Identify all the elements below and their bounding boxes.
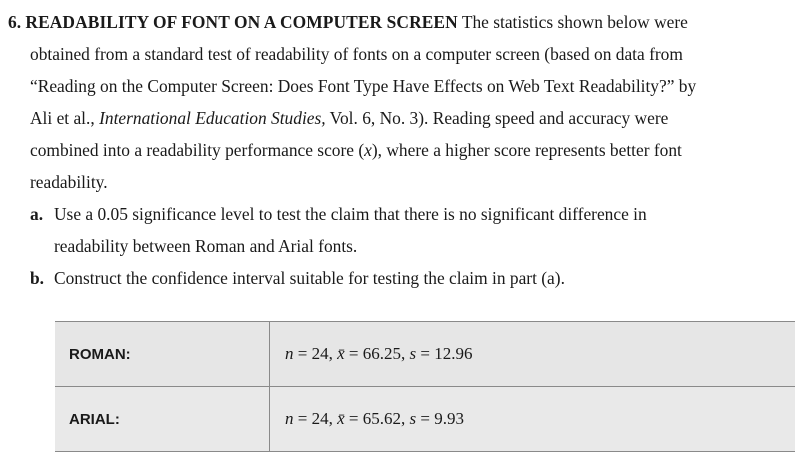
problem-intro-text: The statistics shown below were [461,12,688,32]
stats-roman: n = 24, x̄ = 66.25, s = 12.96 [285,344,473,363]
mean-symbol: x̄ [337,344,345,363]
part-a-line-1: Use a 0.05 significance level to test the claim that there is no significant difference in [54,204,647,224]
sd-value: 9.93 [434,409,464,428]
row-stats-arial [270,387,796,452]
problem-line-4 [8,102,792,134]
score-text-a: combined into a readability performance score ( [30,140,365,160]
stats-arial: n = 24, x̄ = 65.62, s = 9.93 [285,409,464,428]
sd-symbol: s [409,409,417,428]
mean-value: 66.25 [362,344,401,363]
citation-authors: Ali et al., [30,108,95,128]
part-a-line-2: readability between Roman and Arial fonts. [54,236,358,256]
problem-line-2: obtained from a standard test of readability of fonts on a computer screen (based on data from [30,44,683,64]
citation-journal: International Education Studies, [99,108,326,128]
mean-value: 65.62 [362,409,401,428]
n-symbol: n [285,409,294,428]
problem-number: 6. [8,12,22,32]
part-a [8,198,792,230]
sd-symbol: s [409,344,417,363]
row-label-roman: ROMAN: [55,322,270,387]
n-value: 24 [311,409,329,428]
table-row-arial [55,387,795,452]
problem-text [8,6,792,294]
score-variable: x [364,140,372,160]
part-b-line-1: Construct the confidence interval suitable for testing the claim in part (a). [54,268,565,288]
problem-title: READABILITY OF FONT ON A COMPUTER SCREEN [25,12,458,32]
mean-symbol: x̄ [337,409,345,428]
part-b [8,262,792,294]
problem-line-6: readability. [30,172,108,192]
table-row-roman [55,322,795,387]
part-b-letter: b. [30,268,45,288]
row-label-arial: ARIAL: [55,387,270,452]
score-text-b: ), where a higher score represents better font [371,140,682,160]
problem-line-5 [8,134,792,166]
n-symbol: n [285,344,294,363]
statistics-table [55,321,795,452]
problem-line-1 [8,6,792,38]
part-a-letter: a. [30,204,44,224]
citation-rest: Vol. 6, No. 3). Reading speed and accuracy were [329,108,669,128]
problem-line-3: “Reading on the Computer Screen: Does Font Type Have Effects on Web Text Readability?” by [30,76,697,96]
sd-value: 12.96 [434,344,473,363]
row-stats-roman [270,322,796,387]
n-value: 24 [311,344,329,363]
